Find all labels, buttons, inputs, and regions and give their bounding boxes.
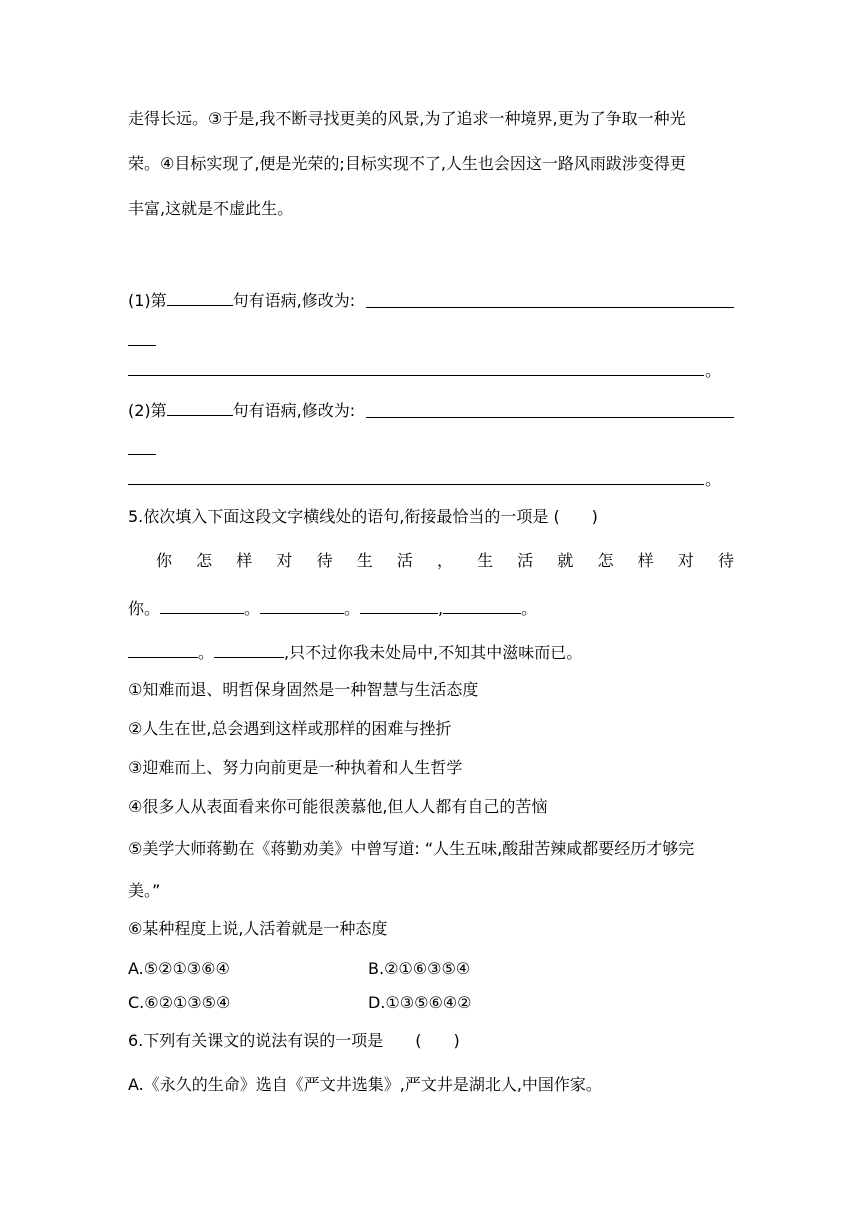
q4-sub2-end-mark: 。 — [705, 470, 722, 489]
q5-item-4: ④很多人从表面看来你可能很羡慕他,但人人都有自己的苦恼 — [128, 797, 548, 816]
q5-sep: 。 — [344, 599, 361, 618]
q5-item-6: ⑥某种程度上说,人活着就是一种态度 — [128, 919, 388, 938]
q4-sub2-answer-line-2[interactable] — [128, 484, 704, 485]
q5-lead-char: ， — [436, 551, 453, 570]
q5-blank-5[interactable] — [128, 640, 198, 658]
q5-lead-char: 活 — [517, 551, 534, 570]
q4-sub2-answer-line-cont[interactable] — [128, 454, 156, 455]
q5-lead-char: 怎 — [196, 551, 213, 570]
q4-sub1 — [128, 288, 355, 312]
q5-lead-char: 对 — [276, 551, 293, 570]
q5-lead-char: 样 — [236, 551, 253, 570]
q5-blank-line-1 — [128, 596, 537, 620]
q4-sub1-answer-line-cont[interactable] — [128, 345, 156, 346]
q4-sub1-prefix: (1)第 — [128, 291, 167, 310]
q5-option-d[interactable]: D.①③⑤⑥④② — [368, 993, 472, 1012]
q4-sub1-end-mark: 。 — [705, 361, 722, 380]
q5-option-c[interactable]: C.⑥②①③⑤④ — [128, 993, 231, 1012]
q5-comma: , — [438, 599, 444, 618]
q6-option-a[interactable]: A.《永久的生命》选自《严文井选集》,严文井是湖北人,中国作家。 — [128, 1075, 602, 1094]
passage-line-3: 丰富,这就是不虚此生。 — [128, 199, 294, 218]
q4-sub1-answer-line[interactable] — [366, 307, 734, 308]
q5-lead-char: 待 — [717, 551, 734, 570]
q5-item-2: ②人生在世,总会遇到这样或那样的困难与挫折 — [128, 719, 452, 738]
q4-sub1-label: 句有语病,修改为: — [232, 291, 356, 310]
q5-blank-6[interactable] — [214, 640, 284, 658]
q5-sep: 。 — [521, 599, 538, 618]
q5-blank-4[interactable] — [443, 596, 521, 614]
q5-line2-start: 你。 — [128, 599, 161, 618]
q4-sub2-prefix: (2)第 — [128, 401, 167, 420]
q5-blank-1[interactable] — [160, 596, 244, 614]
q5-blank-3[interactable] — [360, 596, 438, 614]
q5-item-3: ③迎难而上、努力向前更是一种执着和人生哲学 — [128, 758, 463, 777]
passage-line-2: 荣。④目标实现了,便是光荣的;目标实现不了,人生也会因这一路风雨跋涉变得更 — [128, 154, 686, 173]
q5-lead-char: 生 — [356, 551, 373, 570]
q5-lead-line — [156, 550, 734, 572]
q5-option-b[interactable]: B.②①⑥③⑤④ — [368, 959, 471, 978]
q4-sub2-sentence-blank[interactable] — [167, 398, 233, 416]
q4-sub1-sentence-blank[interactable] — [167, 288, 233, 306]
q5-blank-line-2 — [128, 640, 582, 664]
q5-lead-char: 样 — [637, 551, 654, 570]
q5-sep: 。 — [198, 643, 215, 662]
q6-stem: 6.下列有关课文的说法有误的一项是 ( ) — [128, 1031, 460, 1050]
q4-sub2 — [128, 398, 355, 422]
q4-sub1-answer-line-2[interactable] — [128, 375, 704, 376]
passage-line-1: 走得长远。③于是,我不断寻找更美的风景,为了追求一种境界,更为了争取一种光 — [128, 109, 686, 128]
q5-lead-char: 怎 — [597, 551, 614, 570]
q5-lead-char: 你 — [156, 551, 173, 570]
q5-item-5: ⑤美学大师蒋勤在《蒋勤劝美》中曾写道: “人生五味,酸甜苦辣咸都要经历才够完 — [128, 839, 695, 858]
q5-blank-2[interactable] — [260, 596, 344, 614]
q5-lead-char: 活 — [396, 551, 413, 570]
q4-sub2-label: 句有语病,修改为: — [232, 401, 356, 420]
q5-stem: 5.依次填入下面这段文字横线处的语句,衔接最恰当的一项是 ( ) — [128, 507, 598, 526]
q5-item-5-cont: 美。” — [128, 881, 161, 900]
q4-sub2-answer-line[interactable] — [366, 417, 734, 418]
q5-lead-char: 就 — [557, 551, 574, 570]
q5-lead-char: 生 — [477, 551, 494, 570]
q5-option-a[interactable]: A.⑤②①③⑥④ — [128, 959, 230, 978]
q5-item-1: ①知难而退、明哲保身固然是一种智慧与生活态度 — [128, 680, 479, 699]
q5-lead-char: 对 — [677, 551, 694, 570]
q5-lead-char: 待 — [316, 551, 333, 570]
q5-sep: 。 — [244, 599, 261, 618]
q5-line3-tail: ,只不过你我未处局中,不知其中滋味而已。 — [284, 643, 583, 662]
